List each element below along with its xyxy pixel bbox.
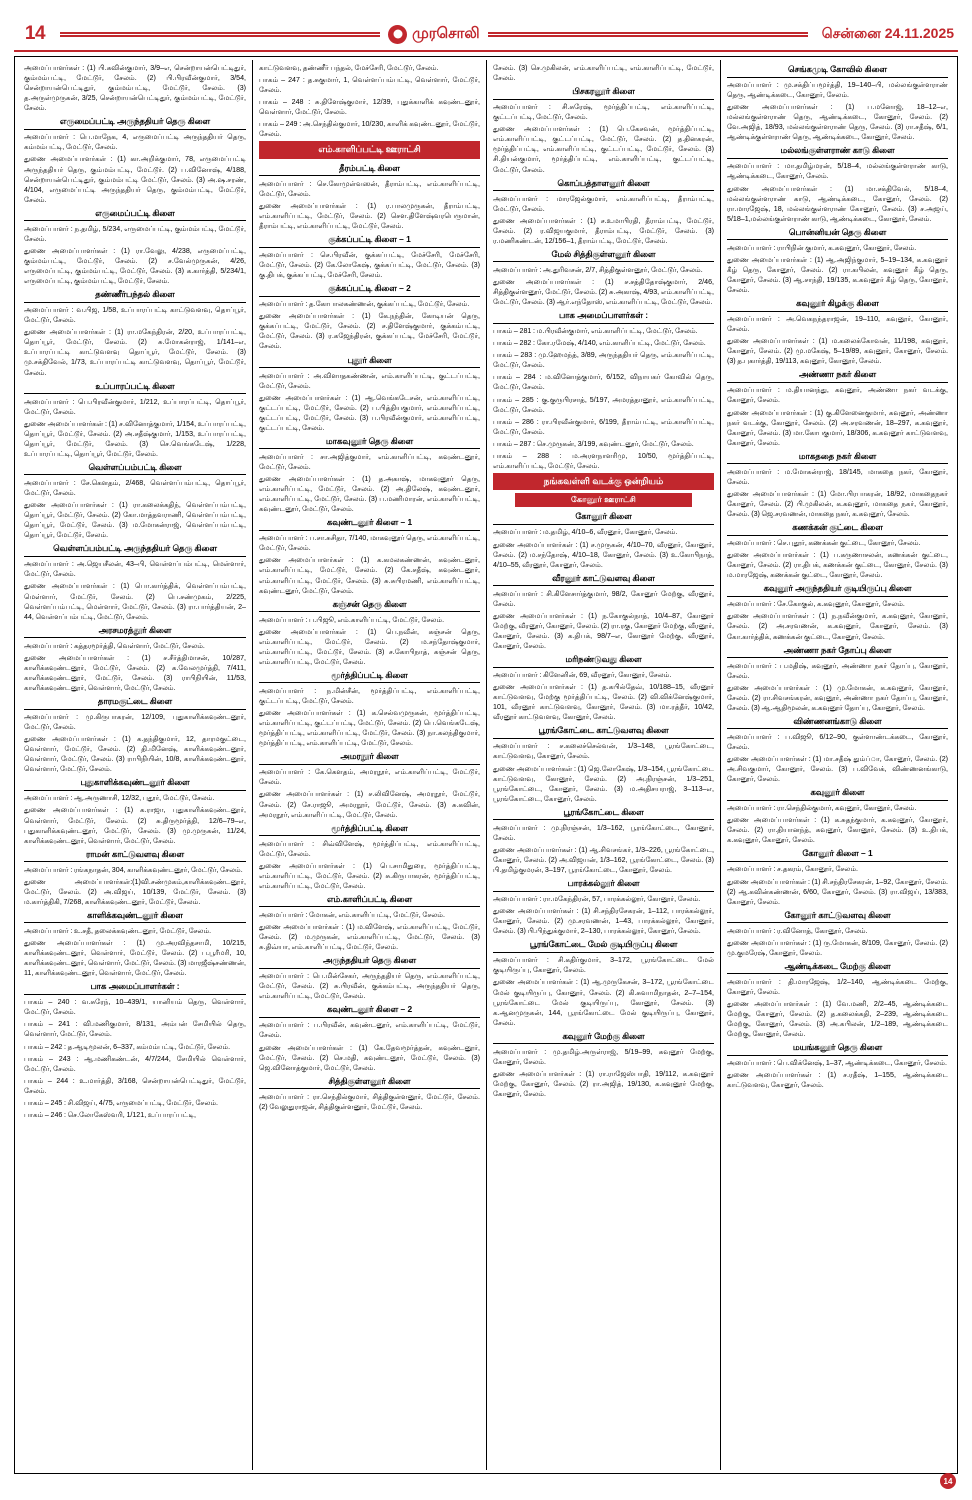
paragraph: பாகம் – 240 : வ.சுரேந், 10–439/1, யானியம் தெரு, வெள்ளார், மேட்டூர், சேலம். <box>24 998 246 1017</box>
paragraph: துணை அமைப்பாளர்கள் : (1) மு.மோகன், க.கவுனூர், கோனூர், சேலம். (2) ரா.சிவசங்கரன், கவுனூர், அண்ணா நகர் தோப்பு, கோனூர், சேலம். (3) ஆ.ஆதிமூலன், க.கவுனூர் தோப்பு, கோனூர், சேலம். <box>727 683 948 712</box>
paragraph: துணை அமைப்பாளர்கள் : (1) கே.நந்தின், கோடியன் தெரு, குக்கப்பட்டி, மேட்டூர், சேலம். (2) ச.திளேஷ்குமார், குக்கம்பட்டி, மேட்டூர், சேலம். (3) ர.கஜேந்திரன், குக்கப்பட்டி, மேச்சேரி, மேட்டூர், சேலம். <box>259 312 480 351</box>
paragraph: துணை அமைப்பாளர்கள் : (1) பெ.கேசவன், மூர்த்திப்பட்டி, எம்.காளிப்பட்டி, குட்டப்பட்டி, மேட்டூர், சேலம். (2) த.தினகரன், மூர்த்திப்பட்டி, எம்.காளிப்பட்டி, குட்டப்பட்டி, மேட்டூர், சேலம். (3) சி.தியன்குமார், மூர்த்திப்பட்டி, எம்.காளிப்பட்டி, குட்டப்பட்டி, மேட்டூர், சேலம். <box>493 125 714 174</box>
paragraph: பாகம் – 248 : சு.திளேஷ்குமார், 12/39, புதுக்காளிக் கவுண்டனூர், வெள்ளார், மேட்டூர், சேலம். <box>259 98 480 117</box>
paragraph: அமைப்பாளர் : ப.பிஜூ, எம்.காளிப்பட்டி, மேட்டூர், சேலம். <box>259 615 445 624</box>
section-heading: பாக அமைப்பாளர்கள் : <box>24 980 246 995</box>
paragraph: துணை அமைப்பாளர்கள் : (1) ரா.வேலு, 4/238, எருமைப்பட்டி, கும்மம்பட்டி, மேட்டூர், சேலம். (2) ச.வேல்முருகன், 4/26, எருமைப்பட்டி, கும்மம்பட்டி, மேட்டூர், சேலம். (3) க.கார்த்தி, 5/234/1, எருமைப்பட்டி, கும்மம்பட்டி, மேட்டூர், சேலம். <box>24 246 246 286</box>
paragraph: பாகம் – 286 : ரா.பிரவீன்குமார், 6/199, தீராம்பட்டி, எம்.காளிப்பட்டி, மேட்டூர், சேலம். <box>493 417 714 436</box>
paragraph: அமைப்பாளர் : சா.அஜித்குமார், எம்.காளிப்பட்டி, கவுண்டனூர், மேட்டூர், சேலம். <box>259 452 480 471</box>
section-heading: பூரங்கோட்டை கிளை <box>493 806 714 821</box>
section-heading: காளிக்கவுண்டனூர் கிளை <box>24 909 246 924</box>
paragraph: பாகம் – 249 : அ.செந்தில்குமார், 10/230, காளிக் கவுண்டனூர், மேட்டூர், சேலம். <box>259 120 480 139</box>
paragraph: துணை அமைப்பாளர்கள் : (1) ந.கோகுல்நாத், 10/4–87, கோனூர் மேற்கு, வீரனூர், கோனூர், சேலம். (2) ரா.ரகு, கோனூர் மேற்கு, வீரனூர், கோனூர், சேலம். (3) க.திபக், 98/7–எ, கோனூர் மேற்கு, வீரனூர், கோனூர், சேலம். <box>493 611 714 650</box>
paragraph: துணை அமைப்பாளர்கள் : (1) ச.சத்திதோஷ்குமார், 2/46, சித்திகுள்ளனூர், மேட்டூர், சேலம். (2) சு.அகாஷ், 4/93, எம்.காளிப்பட்டி, மேட்டூர், சேலம். (3) ஆர்.எந்தோஸ், எம்.காளிப்பட்டி, மேட்டூர், சேலம். <box>493 277 714 307</box>
article-column <box>720 60 954 1470</box>
paragraph: பாகம் – 284 : ம.வினோத்குமார், 6/152, விநாயகர் கோவில் தெரு, மேட்டூர், சேலம். <box>493 373 714 392</box>
section-heading: பொன்னியன் தெரு கிளை <box>727 226 948 241</box>
paragraph: துணை அமைப்பாளர்கள் : (1) க.சுதந்குமார், க.கவுனூர், கோனூர், சேலம். (2) ரா.தியானந்த், கவுனூர், கோனூர், சேலம். (3) உ.திபக், க.கவுனூர், கோனூர், சேலம். <box>727 816 948 845</box>
paragraph: அமைப்பாளர் : ரா.செந்தில்குமார், கவுனூர், கோனூர், சேலம். <box>727 804 917 813</box>
paragraph: துணை அமைப்பாளர்கள் : (1) ந.நவீன்குமார், க.கவுனூர், கோனூர், சேலம். (2) அ.சரவணன், க.கவுனூர், கோனூர், சேலம். (3) கோ.கார்த்திக், கணக்கன் குட்டை, கோனூர், சேலம். <box>727 612 948 641</box>
section-banner: நங்கவள்ளி வடக்கு ஒன்றியம் <box>493 473 714 490</box>
section-heading: கவுனூர் அருந்ததியர் குடியிருப்பு கிளை <box>727 582 948 597</box>
section-banner: எம்.காளிப்பட்டி ஊராட்சி <box>259 141 480 158</box>
paragraph: துணை அமைப்பாளர்கள் : (1) ஆ.வெங்கடேசன், எம்.காளிப்பட்டி, குட்டப்பட்டி, மேட்டூர், சேலம். (2) ப.பித்தியகுமார், எம்.காளிப்பட்டி, குட்டப்பட்டி, மேட்டூர், சேலம். (3) ப.பிரவீன்குமார், எம்.காளிப்பட்டி, குட்டப்பட்டி, சேலம். <box>259 393 480 432</box>
paragraph: துணை அமைப்பாளர்கள் : (1) கு.கிளேனைகுமார், கவுனூர், அண்ணா நகர் வடக்கு, கோனூர், சேலம். (2) அ.சரவணன், 18–297, க.கவுனூர், கோனூர், சேலம். (3) மா.கோபகுமார், 18/306, க.கவுனூர் காட்டுவளவு, கோனூர், சேலம். <box>727 408 948 447</box>
paragraph: பாகம் – 242 : த.ஆடிமூலன், 6–337, கம்மம்பட்டி, மேட்டூர், சேலம். <box>24 1042 231 1051</box>
paragraph: அமைப்பாளர் : ப.மதிஷ், கவுனூர், அண்ணா நகர் தோப்பு, கோனூர், சேலம். <box>727 661 948 680</box>
paragraph: அமைப்பாளர் : ரா.செந்தில்குமார், சித்திகுள்ளனூர், மேட்டூர், சேலம். (2) வேலுதுராஜன், சித்திகுள்ளனூர், மேட்டூர், சேலம். <box>259 1092 480 1111</box>
paragraph: அமைப்பாளர் : ர.வினோத், கோனூர், சேலம். <box>727 926 868 935</box>
paragraph: துணை அமைப்பாளர்கள் : (1) பெ.நவீன், கஞ்சன் தெரு, எம்.காளிப்பட்டி, மேட்டூர், சேலம். (2) ம.சந்தோஷ்குமார், எம்.காளிப்பட்டி, மேட்டூர், சேலம். (3) ச.கோபிநாத், கஞ்சன் தெரு, எம்.காளிப்பட்டி, மேட்டூர், சேலம். <box>259 627 480 666</box>
section-heading: கவுனூர் மேற்கு கிளை <box>493 1030 714 1045</box>
paragraph: பாகம் – 285 : கு.குருபிரசாத், 5/197, அமரத்தானூர், எம்.காளிப்பட்டி, மேட்டூர், சேலம். <box>493 395 714 414</box>
section-heading: கோனூர் கிளை <box>493 510 714 525</box>
section-heading: கொப்பத்தாளனூர் கிளை <box>493 177 714 192</box>
paragraph: பாகம் – 246 : செ.லோகேஸ்வரி, 1/121, உப்பாரப்பட்டி, <box>24 1110 197 1119</box>
paragraph: துணை அமைப்பாளர்கள் : (1) ப.மனோஜ், 18–12–எ, மல்லங்குள்ளராண் தெரு, ஆண்டிக்கடை, கோனூர், சேலம். (2) வே.அஜித், 18/93, மல்லங்குள்ளராண் தெரு, சேலம். (3) ரா.சதீஷ், 6/1, ஆண்டிக்குள்ளராண் தெரு, ஆண்டிக்கடை, கோனூர், சேலம். <box>727 103 948 142</box>
paragraph: துணை அமைப்பாளர்கள்:(1)வி.சண்முகம்,காளிக்கவுண்டனூர், மேட்டூர், சேலம். (2) அ.விஜய், 10/139, மேட்டூர், சேலம். (3) ம.கார்த்திகி, 7/268, காளிக்கவுண்டனூர், மேட்டூர், சேலம். <box>24 877 246 906</box>
paragraph: பாகம் – 281 : ம.பிரவீன்குமார், எம்.காளிப்பட்டி, மேட்டூர், சேலம். <box>493 327 698 336</box>
paragraph: துணை அமைப்பாளர்கள் : (1) க.தந்திகுமார், 12, தாரமகுட்டை, வெள்ளார், மேட்டூர், சேலம். (2) தி.மினேஷ், காளிக்கவுண்டனூர், வெள்ளார், மேட்டூர், சேலம். (3) ராபிநியின், 10/8, காளிக்கவுண்டனூர், வெள்ளார், மேட்டூர், சேலம். <box>24 735 246 774</box>
paragraph: துணை அமைப்பாளர்கள் : (1) வே.மணி, 2/2–45, ஆண்டிக்கடை மேற்கு, கோனூர், சேலம். (2) த.கலைக்கதி, 2–239, ஆண்டிக்கடை மேற்கு, கோனூர், சேலம். (3) அ.கபிலன், 1/2–189, ஆண்டிக்கடை மேற்கு, கோனூர், சேலம். <box>727 1000 948 1039</box>
section-heading: மல்லங்குள்ளராண் காடு கிளை <box>727 144 948 159</box>
brand-name: முரசொலி <box>412 24 480 42</box>
paragraph: அமைப்பாளர் : செ.பிரவீன், குக்கப்பட்டி, மேச்சேரி, மேச்சேரி, மேட்டூர், சேலம். (2) கே.லோகேஷ், குக்கப்பட்டி, மேட்டூர், சேலம். (3) கு.திபக், குக்கப்பட்டி, மேச்சேரி, சேலம். <box>259 251 480 280</box>
paragraph: பாகம் – 282 : கோ.ரமேஷ், 4/140, எம்.காளிப்பட்டி, மேட்டூர், சேலம். <box>493 339 706 348</box>
article-column <box>18 60 252 1470</box>
paragraph: துணை அமைப்பாளர்கள் : (1) ச.ரதீஷ், 1–155, ஆண்டிக்கடை காட்டுவளவு, கோனூர், சேலம். <box>727 1071 948 1090</box>
section-heading: எருமைப்பட்டி கிளை <box>24 207 246 222</box>
paragraph: அமைப்பாளர் : ஆ.அருணாசி, 12/32, புதூர், மேட்டூர், சேலம். <box>24 794 215 803</box>
section-heading: பூரங்கோட்டை காட்டுவளவு கிளை <box>493 724 714 739</box>
section-heading: செங்கமுடி கோவில் கிளை <box>727 63 948 78</box>
paragraph: அமைப்பாளர் : உ.சதீ, தலைக்கவுண்டனூர், மேட்டூர், சேலம். <box>24 926 212 935</box>
section-heading: கவுனூர் கிளை <box>727 786 948 801</box>
section-subbanner: கோனூர் ஊராட்சி <box>515 493 692 507</box>
section-heading: சித்திகுள்ளனூர் கிளை <box>259 1075 480 1090</box>
article-column <box>486 60 720 1470</box>
paragraph: அமைப்பாளர் : ந.தமிழ், 5/234, எருமைப்பட்டி, கும்மம்பட்டி, மேட்டூர், சேலம். <box>24 224 246 243</box>
paragraph: அமைப்பாளர் : ம.தியானந்து, கவுனூர், அண்ணா நகர் வடக்கு, கோனூர், சேலம். <box>727 386 948 405</box>
paragraph: அமைப்பாளர் : செ.புதூர், கணக்கன் குட்டை, கோனூர், சேலம். <box>727 539 921 548</box>
paragraph: அமைப்பாளர் : மு.நிரஞ்சன், 1/3–162, பூரங்கோட்டை, கோனூர், சேலம். <box>493 823 714 842</box>
section-heading: அண்ணா நகர் கிளை <box>727 368 948 383</box>
paragraph: அமைப்பாளர் : ம.தமிழ், 4/10–6, வீரனூர், கோனூர், சேலம். <box>493 528 678 537</box>
section-heading: எருமைப்பட்டி அருந்ததியர் தெரு கிளை <box>24 115 246 130</box>
paragraph: அமைப்பாளர் : மு.தமிழ்.அருள்ராஜ், 5/19–99, கவுனூர் மேற்கு, கோனூர், சேலம். <box>493 1047 714 1066</box>
paragraph: அமைப்பாளர் : மாரஜேல்குமார், எம்.காளிப்பட்டி, தீராம்பட்டி, மேட்டூர், சேலம். <box>493 194 714 213</box>
paragraph: அமைப்பாளர் : கே.கௌதம், அமரநூர், எம்.காளிப்பட்டி, மேட்டூர், சேலம். <box>259 768 480 787</box>
section-heading: கோனூர் காட்டுவளவு கிளை <box>727 909 948 924</box>
paragraph: அமைப்பாளர் : மு.சக்திப்பமூர்த்தி, 19–140–பி, மல்லங்குள்ளராண் தெரு, ஆண்டிக்கடை, கோனூர், சேலம். <box>727 81 948 100</box>
paragraph: சேலம். (3) செ.முகிலன், எம்.காளிப்பட்டி, எம்.காளிப்பட்டி, மேட்டூர், சேலம். <box>493 64 714 83</box>
paragraph: துணை அமைப்பாளர்கள் : (1) த.அகாஷ், மாகவுனூர் தெரு, எம்.காளிப்பட்டி, மேட்டூர், சேலம். (2) அ.திலேஷ், கவுண்டனூர், எம்.காளிப்பட்டி, மேட்டூர், சேலம். (3) ப.மணிமாரன், எம்.காளிப்பட்டி, கவுண்டனூர், மேட்டூர், சேலம். <box>259 475 480 514</box>
section-heading: அருந்ததியர் தெரு கிளை <box>259 954 480 969</box>
paragraph: அமைப்பாளர் : பெ.விக்னேஷ், 1–37, ஆண்டிக்கடை, கோனூர், சேலம். <box>727 1059 947 1068</box>
paragraph: துணை அமைப்பாளர்கள் : (1) சி.சந்திரசேகரன், 1–112, பாரக்கல்லூர், கோனூர், சேலம். (2) மு.சரவணன், 1–43, பாரக்கல்லூர், கோனூர், சேலம். (3) பி.பிந்துக்குமார், 2–130, பாரக்கல்லூர், கோனூர், சேலம். <box>493 907 714 936</box>
paragraph: துணை அமைப்பாளர்கள் : (1) பெ.சாமிதுரை, மூர்த்திப்பட்டி, எம்.காளிப்பட்டி, மேட்டூர், சேலம். (2) சு.கிருபாகரன், மூர்த்திப்பட்டி, எம்.காளிப்பட்டி, மேட்டூர், சேலம். <box>259 861 480 890</box>
paragraph: அமைப்பாளர் : ரா.மகேந்திரன், 57, பாரக்கல்லூர், கோனூர், சேலம். <box>493 895 701 904</box>
paragraph: அமைப்பாளர் : வ.பிஜ, 1/58, உப்பாரப்பட்டி காட்டுவளவு, தொப்பூர், மேட்டூர், சேலம். <box>24 306 246 325</box>
paragraph: துணை அமைப்பாளர்கள் : (1) மோ.பிரபாகரன், 18/92, மாகதைநகர் கோனூர், சேலம். (2) பி.முகிலன், க.கவுனூர், மாகதை நகர், கோனூர், சேலம். (3) ஜெ.சரவணன், மாகதை நகர், க.கவுனூர், சேலம். <box>727 489 948 518</box>
paragraph: அமைப்பாளர் : சி.கதிர்குமார், 3–172, பூரங்கோட்டை மேல் குடியிருப்பு, கோனூர், சேலம். <box>493 956 714 975</box>
paragraph: அமைப்பாளர் : ராபிநின் குமார், க.கவுனூர், கோனூர், சேலம். <box>727 243 917 252</box>
paragraph: அமைப்பாளர் : சே.கோகுல், க.கவுனூர், கோனூர், சேலம். <box>727 600 905 609</box>
section-heading: தீரம்பட்டி கிளை <box>259 162 480 177</box>
paragraph: அமைப்பாளர் : ரங்கநாதன், 304, காளிக்கவுண்டனூர், மேட்டூர், சேலம். <box>24 865 243 874</box>
paragraph: துணை அமைப்பாளர்கள் : (1) ரா.கலைக்கதிந், வெள்ளப்பம்பட்டி, தொப்பூர், மேட்டூர், சேலம். (2) கோ.மாத்தவராணி, வெள்ளப்பம்பட்டி, தொப்பூர், மேட்டூர், சேலம். (3) ம.மோகன்ராஜ், வெள்ளப்பம்பட்டி, தொப்பூர், மேட்டூர், சேலம். <box>24 501 246 540</box>
section-heading: மேல் சித்திகுள்ளனூர் கிளை <box>493 248 714 263</box>
paragraph: துணை அமைப்பாளர்கள் : (1) ரா.மகேந்திரன், 2/20, உப்பாரப்பட்டி, தொப்பூர், மேட்டூர், சேலம். (2) சு.மோகன்ராஜ், 1/141–எ, உப்பாரப்பட்டி காட்டுவளவு தொப்பூர், மேட்டூர், சேலம். (3) மு.சக்திவேல், 1/73, உப்பாரப்பட்டி காட்டுவளவு, தொப்பூர், மேட்டூர், சேலம். <box>24 328 246 377</box>
paragraph: பாகம் – 241 : வி.மணிகுமார், 8/131, அம்பன் சேமியில் தெரு, வெள்ளார், மேட்டூர், சேலம். <box>24 1020 246 1039</box>
page-number: 14 <box>24 23 46 44</box>
paragraph: அமைப்பாளர் : ப.சா.சுசிதா, 7/140, மாகவுனூர் தெரு, எம்.காளிப்பட்டி, மேட்டூர், சேலம். <box>259 534 480 553</box>
section-heading: மூர்த்திப்பட்டி கிளை <box>259 822 480 837</box>
section-heading: மாகததை நகர் கிளை <box>727 450 948 465</box>
paragraph: அமைப்பாளர் : மா.தமிழ்மரன், 5/18–4, மல்லங்குள்ளராண் காடு, ஆண்டிக்கடை, கோனூர், சேலம். <box>727 162 948 181</box>
section-heading: வெள்ளப்பம்பட்டி அருந்ததியர் தெரு கிளை <box>24 542 246 557</box>
paragraph: துணை அமைப்பாளர்கள் : (1) பொ.கார்த்திக், வெள்ளப்பம்பட்டி, மெள்ளார், மேட்டூர், சேலம். (2) பெ.சண்முகம், 2/225, வெள்ளப்பம்பட்டி, மெள்ளார், மேட்டூர், சேலம். (3) ரா.பார்த்தியன், 2–44, வெள்ளப்பம்பட்டி, மேட்டூர், சேலம். <box>24 582 246 621</box>
section-heading: புதூர் கிளை <box>259 354 480 369</box>
section-heading: மாகவுனூர் தெரு கிளை <box>259 435 480 450</box>
paragraph: துணை அமைப்பாளர்கள் : (1) க.செல்வமுருகன், மூர்த்திப்பட்டி, எம்.காளிப்பட்டி, குட்டப்பட்டி, மேட்டூர், சேலம். (2) பெ.வெங்கடேஷ், மூர்த்திப்பட்டி, எம்.காளிப்பட்டி, மேட்டூர், சேலம். (3) நா.கலந்திகுமார், மூர்த்திப்பட்டி, எம்.காளிப்பட்டி, மேட்டூர், சேலம். <box>259 709 480 748</box>
paragraph: அமைப்பாளர் : ப.விஜூ, 6/12–90, குள்ளாண்டக்கடை, கோனூர், சேலம். <box>727 732 948 751</box>
paragraph: துணை அமைப்பாளர்கள் : (1) ரா.ராஜேஸ்பாதி, 19/112, க.கவுனூர் மேற்கு, கோனூர், சேலம். (2) ரா.அஜித், 19/130, க.கவுனூர் மேற்கு, கோனூர், சேலம். <box>493 1069 714 1098</box>
section-heading: பூரங்கோட்டை மேல் குடியிருப்பு கிளை <box>493 938 714 953</box>
section-heading: விண்ணனங்காடு கிளை <box>727 715 948 730</box>
paragraph: அமைப்பாளர் : கத்தரமூர்த்தி, வெள்ளார், மேட்டூர், சேலம். <box>24 641 205 650</box>
paragraph: அமைப்பாளர் : ச.கலைச்செல்வன், 1/3–148, பூரங்கோட்டை, காட்டுவளவு, கோனூர், சேலம். <box>493 742 714 761</box>
section-heading: ஆண்டிக்கடை மேற்கு கிளை <box>727 960 948 975</box>
paragraph: துணை அமைப்பாளர்கள் : (1) ஜெ.லோகேஷ், 1/3–154, பூரங்கோட்டை காட்டுவளவு, கோனூர், சேலம். (2) அ.நிரஞ்சன், 1/3–251, பூரங்கோட்டை, கோனூர், சேலம். (3) ம.அதிசயராஜ், 3–113–எ, பூரங்கோட்டை, கோனூர், சேலம். <box>493 764 714 803</box>
paragraph: துணை அமைப்பாளர்கள் : (1) மா.சதீஷ் தும்ப்ா, கோனூர், சேலம். (2) அ.சிவகுமார், கோனூர், சேலம். (3) ப.விவேக், விண்ணனங்காடு, கோனூர், சேலம். <box>727 755 948 784</box>
paragraph: அமைப்பாளர் : தி.மாரஜேஷ், 1/2–140, ஆண்டிக்கடை மேற்கு, கோனூர், சேலம். <box>727 977 948 996</box>
paragraph: அமைப்பாளர் : மோகன், எம்.காளிப்பட்டி, மேட்டூர், சேலம். <box>259 910 445 919</box>
paragraph: துணை அமைப்பாளர்கள் : (1) ச.வினோத்குமார், 1/154, உப்பாரப்பட்டி, தொப்பூர், மேட்டூர், சேலம். (2) அ.சதீஷ்குமார், 1/153, உப்பாரப்பட்டி, தொப்பூர், மேட்டூர், சேலம். (3) செ.வெங்கடேஷ், 1/228, உப்பாரப்பட்டி, தொப்பூர், மேட்டூர், சேலம். <box>24 419 246 458</box>
section-heading: கவுனூர் கிழக்கு கிளை <box>727 297 948 312</box>
section-heading: மூர்த்திப்பட்டி கிளை <box>259 669 480 684</box>
paragraph: அமைப்பாளர் : ந.மின்சீன், மூர்த்திப்பட்டி, எம்.காளிப்பட்டி, குட்டப்பட்டி, மேட்டூர், சேலம். <box>259 686 480 705</box>
paragraph: பாகம் – 245 : சி.விஜய், 4/75, எருமைப்பட்டி, மேட்டூர், சேலம். <box>24 1098 219 1107</box>
section-heading: தாரமகுட்டை கிளை <box>24 695 246 710</box>
section-heading: அரசமரத்தூர் கிளை <box>24 624 246 639</box>
paragraph: அமைப்பாளர் : சே.கௌதம், 2/468, வெள்ளப்பம்பட்டி, தொப்பூர், மேட்டூர், சேலம். <box>24 478 246 497</box>
section-heading: அண்ணா நகர் தோப்பு கிளை <box>727 644 948 659</box>
masthead-rule-left <box>60 32 380 37</box>
paragraph: அமைப்பாளர் : சி.கிளேசார்த்குமார், 98/2, கோனூர் மேற்கு, வீரனூர், சேலம். <box>493 589 714 608</box>
paragraph: அமைப்பாளர் : செ.கோமுள்வஸன், தீராம்பட்டி, எம்.காளிப்பட்டி, மேட்டூர், சேலம். <box>259 179 480 198</box>
section-heading: கணக்கன் குட்டை கிளை <box>727 521 948 536</box>
section-heading: வெள்ளப்பம்பட்டி கிளை <box>24 461 246 476</box>
section-heading: உப்பாரப்பட்டி கிளை <box>24 380 246 395</box>
paragraph: துணை அமைப்பாளர்கள் : (1) ரு.மோகன், 8/109, கோனூர், சேலம். (2) மு.குமரேஷ், கோனூர், சேலம். <box>727 938 948 957</box>
paragraph: அமைப்பாளர் : ப.பிரவீன், கவுண்டனூர், எம்.காளிப்பட்டி, மேட்டூர், சேலம். <box>259 1021 480 1040</box>
section-heading: வீரனூர் காட்டுவளவு கிளை <box>493 572 714 587</box>
paragraph: அமைப்பாளர் : த.கோபாலகண்ணன், குக்கப்பட்டி, மேட்டூர், சேலம். <box>259 300 470 309</box>
paragraph: துணை அமைப்பாளர்கள் : (1) மா.சக்திவேல், 5/18–4, மல்லங்குள்ளராண் காடு, ஆண்டிக்கடை, கோனூர், சேலம். (2) ரா.மாரஜேஷ், 18, மல்லங்குள்ளராண் கோனூர், சேலம். (3) ச.அஜய், 5/18–1,மல்லங்குள்ளராண் காடு, ஆண்டிக்கடை, கோனூர், சேலம். <box>727 184 948 223</box>
paragraph: அமைப்பாளர் : கிளேனின், 69, வீரனூர், கோனூர், சேலம். <box>493 671 672 680</box>
masthead-rule-right <box>488 32 808 37</box>
paragraph: துணை அமைப்பாளர்கள் : (1) ர.பாலமுருகன், தீராம்பட்டி, எம்.காளிப்பட்டி, மேட்டூர், சேலம். (2) சௌ.திளேஷ்வரபெருமான், தீராம்பட்டி, எம்.காளிப்பட்டி, மேட்டூர், சேலம். <box>259 201 480 230</box>
paragraph: அமைப்பாளர்கள் : (1) பி.கவின்குமார், 3/9–எ, சென்றாயன்பெட்டிதுர், கும்மம்பட்டி, மேட்டூர், சேலம். (2) பி.பிரவீன்குமார், 3/54, சென்றாயன்பெட்டிதுர், கும்மம்பட்டி, மேட்டூர், சேலம். (3) த.அருள்முருகன், 3/25, சென்றாயன்பெட்டிதுர், கும்மம்பட்டி, மேட்டூர், சேலம். <box>24 64 246 113</box>
paragraph: துணை அமைப்பாளர்கள் : (1) ச.உமாபிரதி, தீராம்பட்டி, மேட்டூர், சேலம். (2) ர.விஜயகுமார், தீராம்பட்டி, மேட்டூர், சேலம். (3) ர.மணிகண்டன், 12/156–1, தீராம்பட்டி, மேட்டூர், சேலம். <box>493 216 714 245</box>
section-heading: குக்கப்பட்டி கிளை – 1 <box>259 233 480 248</box>
paragraph: துணை அமைப்பாளர்கள் : (1) க.கமலகண்ணன், கவுண்டனூர், எம்.காளிப்பட்டி, மேட்டூர், சேலம். (2) கே.சதீஷ், கவுண்டனூர், எம்.காளிப்பட்டி, மேட்டூர், சேலம். (3) சு.சுபிரமணி, எம்.காளிப்பட்டி, கவுண்டனூர், மேட்டூர், சேலம். <box>259 556 480 595</box>
paragraph: அமைப்பாளர் : அ.வெகநந்தராஜன், 19–110, கவுனூர், கோனூர், சேலம். <box>727 315 948 334</box>
paragraph: துணை அமைப்பாளர்கள் : (1) ம.கலைக்கோவன், 11/198, கவுனூர், கோனூர், சேலம். (2) மு.மகேஷ், 5–19/89, கவுனூர், கோனூர், சேலம். (3) த.புகார்த்தி, 19/113, கவுனூர், கோனூர், சேலம். <box>727 337 948 366</box>
paragraph: துணை அமைப்பாளர்கள் : (1) க.ராஜா, புதுகாளிக்கவுண்டனூர், வெள்ளார், மேட்டூர், சேலம். (2) சு.திருமூர்த்தி, 12/6–79–எ, புதுகாளிக்கவுண்டனூர், மேட்டூர், சேலம். (3) மு.முருகன், 11/24, காளிக்கவுண்டனூர், வெள்ளார், மேட்டூர், சேலம். <box>24 806 246 845</box>
paragraph: அமைப்பாளர் : ம.மோகன்ராஜ், 18/145, மாகதை நகர், கோனூர், சேலம். <box>727 467 948 486</box>
paragraph: துணை அமைப்பாளர்கள் : (1) ச.சீர்த்திமாசன், 10/287, காளிக்கவுண்டனூர், மேட்டூர், சேலம். (2) க.வேலமுர்த்தி, 7/411, காளிக்கவுண்டனூர், மேட்டூர், சேலம். (3) ராபிநியின், 11/53, காளிக்கவுண்டனூர், வெள்ளார், மேட்டூர், சேலம். <box>24 653 246 692</box>
paragraph: பாகம் – 283 : மு.ஹேமந்த், 3/89, அருந்ததியர் தெரு, எம்.காளிப்பட்டி, மேட்டூர், சேலம். <box>493 351 714 370</box>
section-heading: ராமன் காட்டுவளவு கிளை <box>24 848 246 863</box>
paragraph: அமைப்பாளர் : மு.கிருபாகரன், 12/109, புதுகாளிக்கவுண்டனூர், மேட்டூர், சேலம். <box>24 713 246 732</box>
paragraph: காட்டுவளவு, தண்ணீர் பந்தல், மேச்சேரி, மேட்டூர், சேலம். <box>259 64 439 72</box>
paragraph: துணை அமைப்பாளர்கள் : (1) ம.விளேஷ், எம்.காளிப்பட்டி, மேட்டூர், சேலம். (2) ம.முருகன், எம்.காளிப்பட்டி, மேட்டூர், சேலம். (3) சு.திவ்யா, எம்.காளிப்பட்டி, மேட்டூர், சேலம். <box>259 923 480 952</box>
section-heading: தண்ணீர்பந்தல் கிளை <box>24 288 246 303</box>
paragraph: அமைப்பாளர் : அ.ஜெயசீலன், 43–பி, வெள்ளப்பம்பட்டி, மெள்ளார், மேட்டூர், சேலம். <box>24 560 246 579</box>
section-heading: புதுகாளிக்கவுண்டனூர் கிளை <box>24 776 246 791</box>
paragraph: துணை அமைப்பாளர்கள் : (1) த.கபில்தேவ், 10/188–15, வீரனூர் காட்டுவளவு, மேற்கு மூர்த்திப்பட்டி, சேலம். (2) வி.விக்னேஷ்குமார், 101, வீரனூர் காட்டுவளவு, கோனூர், சேலம். (3) மா.ரத்தீர், 10/42, வீரனூர் காட்டுவளவு, கோனூர், சேலம். <box>493 683 714 722</box>
paragraph: துணை அமைப்பாளர்கள் : (1) ச.முருகன், 4/10–70, வீரனூர், கோனூர், சேலம். (2) ம.சந்தோஷ், 4/10–18, கோனூர், சேலம். (3) உ.கோபிநாத், 4/10–55, வீரனூர், கோனூர், சேலம். <box>493 540 714 569</box>
paragraph: அமைப்பாளர் : ச.தகரம், கோனூர், சேலம். <box>727 865 858 874</box>
paragraph: அமைப்பாளர் : சிவ்விளேஷ், மூர்த்திப்பட்டி, எம்.காளிப்பட்டி, மேட்டூர், சேலம். <box>259 839 480 858</box>
paragraph: துணை அமைப்பாளர்கள் : (1) ப.கருணாசலன், கணக்கன் குட்டை, கோனூர், சேலம். (2) ரா.திபக், கணக்கன் குட்டை, கோனூர், சேலம். (3) ம.மாரஜேஷ், கணக்கன் குட்டை, கோனூர், சேலம். <box>727 551 948 580</box>
paragraph: அமைப்பாளர் : சி.சுரேஷ், மூர்த்திப்பட்டி, எம்.காளிப்பட்டி, குட்டப்பட்டி, மேட்டூர், சேலம். <box>493 103 714 122</box>
article-columns <box>14 56 958 1474</box>
paragraph: அமைப்பாளர் : பெ.பிரவீன்குமார், 1/212, உப்பாரப்பட்டி, தொப்பூர், மேட்டூர், சேலம். <box>24 397 246 416</box>
paragraph: துணை அமைப்பாளர்கள் : (1) ஆ.முருகேசன், 3–172, பூரங்கோட்டை மேல் குடியிருப்பு, கோனூர், சேலம். (2) கி.சுவாமிநாதன், 2–7–154, பூரங்கோட்டை மேல் குடியிருப்பு, கோனூர், சேலம். (3) க.ஆனமுருகன், 144, பூரங்கோட்டை மேல் குடியிருப்பு, கோனூர், சேலம். <box>493 978 714 1027</box>
footer-page-number: 14 <box>940 1473 956 1489</box>
section-heading: அமரநூர் கிளை <box>259 750 480 765</box>
paragraph: அமைப்பாளர் : அ.துரிவசன், 2/7, சித்திகுள்ளனூர், மேட்டூர், சேலம். <box>493 265 703 274</box>
paragraph: துணை அமைப்பாளர்கள் : (1) ஆ.அஜிந்குமார், 5–19–134, க.கவுனூர் கீழ் தெரு, கோனூர், சேலம். (2) ரா.கபிலன், கவுனூர் கீழ் தெரு, கோனூர், சேலம். (3) ஆ.சாந்தி, 19/135, க.கவுனூர் கீழ் தெரு, கோனூர், சேலம். <box>727 255 948 294</box>
section-heading: கவுண்டனூர் கிளை – 1 <box>259 516 480 531</box>
section-heading: பாக அமைப்பாளர்கள் : <box>493 309 714 324</box>
sun-logo-icon <box>388 25 407 44</box>
section-heading: கஞ்சன் தெரு கிளை <box>259 598 480 613</box>
paragraph: அமைப்பாளர் : பெ.மின்சேகர், அருந்ததியர் தெரு, எம்.காளிப்பட்டி, மேட்டூர், சேலம். (2) சு.பிரவீன், குக்கம்பட்டி, அருந்ததியர் தெரு, எம்.காளிப்பட்டி, மேட்டூர், சேலம். <box>259 972 480 1001</box>
paragraph: பாகம் – 287 : செ.முருகன், 3/199, கவுண்டனூர், மேட்டூர், சேலம். <box>493 439 694 448</box>
paragraph: அமைப்பாளர் : பெ.மாநேக, 4, எருமைப்பட்டி அருந்ததியர் தெரு, கம்மம்பட்டி, மேட்டூர், சேலம். <box>24 133 246 152</box>
section-heading: கோனூர் கிளை – 1 <box>727 847 948 862</box>
paragraph: துணை அமைப்பாளர்கள் : (1) ச.லிவினேஷ், அமரநூர், மேட்டூர், சேலம். (2) சே.ராஜூ, அமரநூர், மேட்டூர், சேலம். (3) சு.கவின், அமரநூர், எம்.காளிப்பட்டி, மேட்டூர், சேலம். <box>259 790 480 819</box>
paragraph: அமைப்பாளர் : அ.விளாதகண்ணன், எம்.காளிப்பட்டி, குட்டப்பட்டி, மேட்டூர், சேலம். <box>259 371 480 390</box>
paragraph: பாகம் – 247 : த.சுகுமார், 1, வெள்ளப்பம்பட்டி, வெள்ளார், மேட்டூர், சேலம். <box>259 76 480 95</box>
section-heading: மயங்கனூர் தெரு கிளை <box>727 1041 948 1056</box>
section-heading: பாரக்கல்லூர் கிளை <box>493 877 714 892</box>
section-heading: எம்.காளிப்பட்டி கிளை <box>259 893 480 908</box>
section-heading: பிசகரனூர் கிளை <box>493 85 714 100</box>
masthead <box>14 18 958 52</box>
paragraph: துணை அமைப்பாளர்கள் : (1) கா.அறிக்குமார், 78, எருமைப்பட்டி அருந்ததியர் தெரு, கும்மம்பட்டி, மேட்டூர். (2) ப.வினோஷ், 4/188, சென்றாயன்பெட்டிதுர், கும்மம்பட்டி மேட்டூர், சேலம். (3) அ.ஷ.சரண், 4/104, எருமைப்பட்டி அருந்ததியர் தெரு, கும்மம்பட்டி, மேட்டூர், சேலம். <box>24 155 246 204</box>
section-heading: மரிநண்டுவது கிளை <box>493 653 714 668</box>
paragraph: பாகம் – 288 : ம.அரளநாளரிமு, 10/50, மூர்த்திப்பட்டி, எம்.காளிப்பட்டி, மேட்டூர், சேலம். <box>493 451 714 470</box>
brand <box>388 25 480 44</box>
paragraph: பாகம் – 244 : உ.மார்த்தி, 3/168, சென்றாயன்பெட்டிதுர், மேட்டூர், சேலம். <box>24 1076 246 1095</box>
paragraph: துணை அமைப்பாளர்கள் : (1) ஆ.சிவசங்கர், 1/3–226, பூரங்கோட்டை, கோனூர், சேலம். (2) அ.விஜயன், 1/3–162, பூரங்கோட்டை, சேலம். (3) பி.தமிழ்குமரன், 3–197, பூரங்கோட்டை, கோனூர், சேலம். <box>493 845 714 874</box>
paragraph: துணை அமைப்பாளர்கள் : (1) மு.அரவிந்தசாமி, 10/215, காளிக்கவுண்டனூர், வெள்ளார், மேட்டூர், சேலம். (2) ப.பூரீமரி, 10, காளிக்கவுண்டனூர், வெள்ளார், மேட்டூர், சேலம். (3) மாரஜீஷ்சண்ணன், 11, காளிக்கவுண்டனூர், வெள்ளார், மேட்டூர், சேலம். <box>24 939 246 978</box>
paragraph: துணை அமைப்பாளர்கள் : (1) சி.சந்திரசேகரன், 1–92, கோனூர், சேலம். (2) ஆ.கவின்கண்ணன், 6/60, கோனூர், சேலம். (3) ரா.விஜய், 13/383, கோனூர், சேலம். <box>727 877 948 906</box>
article-column <box>252 60 486 1470</box>
paragraph: துணை அமைப்பாளர்கள் : (1) கே.தேவமூர்த்தன், கவுண்டனூர், மேட்டூர், சேலம். (2) செ.மதி, கவுண்டனூர், மேட்டூர், சேலம். (3) ஜெ.வினோத்குமார், மேட்டூர், சேலம். <box>259 1043 480 1072</box>
paragraph: பாகம் – 243 : ஆ.மணிகண்டன், 4/7/244, சேமியில் வெள்ளார், மேட்டூர், சேலம். <box>24 1054 246 1073</box>
edition-date: சென்னை 24.11.2025 <box>821 24 955 41</box>
section-heading: குக்கப்பட்டி கிளை – 2 <box>259 282 480 297</box>
section-heading: கவுண்டனூர் கிளை – 2 <box>259 1003 480 1018</box>
